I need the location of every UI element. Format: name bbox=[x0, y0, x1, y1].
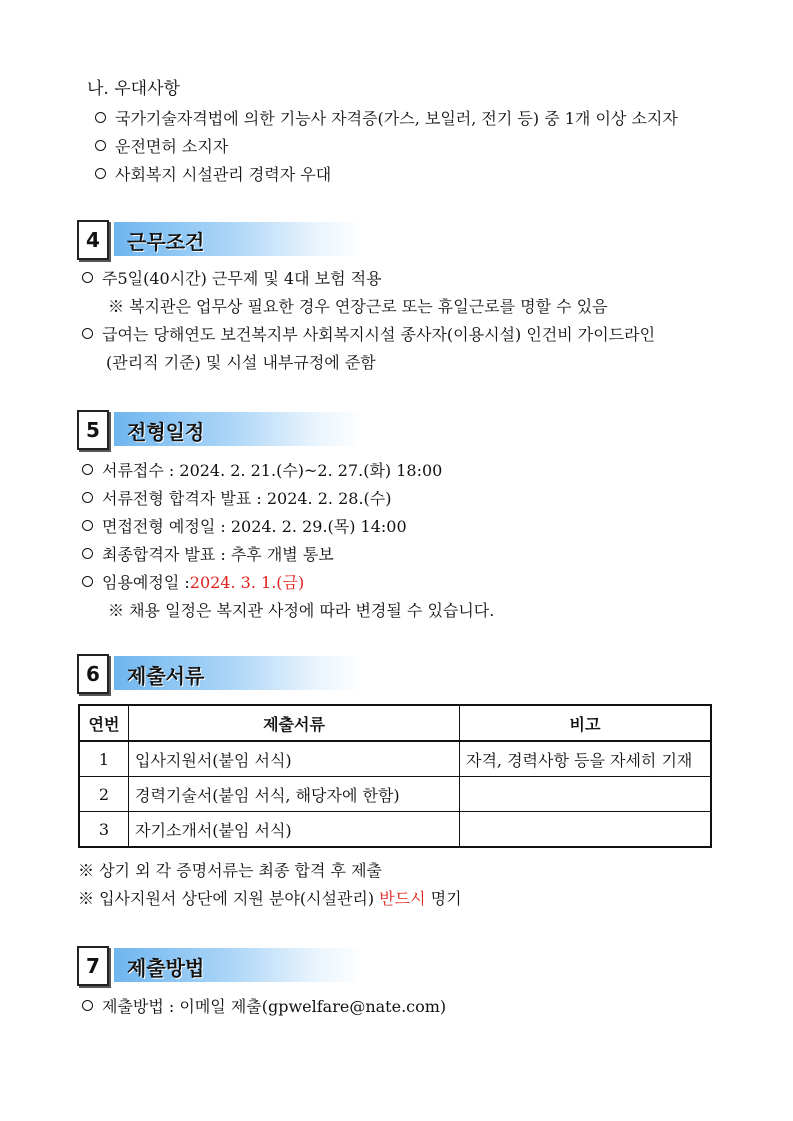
circle-bullet-icon bbox=[82, 272, 93, 283]
list-item bbox=[82, 542, 334, 565]
row-number: 1 bbox=[79, 741, 129, 777]
remark: 자격, 경력사항 등을 자세히 기재 bbox=[460, 741, 712, 777]
column-header-remark: 비고 bbox=[460, 705, 712, 741]
column-header-no: 연번 bbox=[79, 705, 129, 741]
circle-bullet-icon bbox=[82, 328, 93, 339]
note-text bbox=[78, 886, 462, 909]
work-condition-text-continued: (관리직 기준) 및 시설 내부규정에 준함 bbox=[106, 353, 376, 372]
list-item bbox=[82, 266, 382, 289]
section-number: 7 bbox=[77, 946, 109, 986]
table-row bbox=[79, 777, 711, 812]
section-number: 6 bbox=[77, 654, 109, 694]
list-item bbox=[95, 162, 331, 185]
circle-bullet-icon bbox=[82, 464, 93, 475]
section-title: 제출방법 bbox=[127, 956, 205, 980]
note-text: ※ 상기 외 각 증명서류는 최종 합격 후 제출 bbox=[78, 861, 382, 880]
table-header-row bbox=[79, 705, 711, 741]
list-item bbox=[95, 106, 678, 129]
emphasis-text: 반드시 bbox=[379, 889, 426, 908]
list-item bbox=[82, 322, 655, 345]
circle-bullet-icon bbox=[95, 168, 106, 179]
schedule-text: 서류전형 합격자 발표 : 2024. 2. 28.(수) bbox=[102, 489, 392, 508]
circle-bullet-icon bbox=[82, 576, 93, 587]
documents-table bbox=[78, 704, 712, 848]
schedule-text: 최종합격자 발표 : 추후 개별 통보 bbox=[102, 545, 334, 564]
circle-bullet-icon bbox=[82, 548, 93, 559]
table-row bbox=[79, 812, 711, 848]
section-header-4 bbox=[77, 220, 367, 258]
note-text: ※ 채용 일정은 복지관 사정에 따라 변경될 수 있습니다. bbox=[108, 601, 495, 620]
note-text-part: 명기 bbox=[425, 889, 462, 908]
note-text: ※ 복지관은 업무상 필요한 경우 연장근로 또는 휴일근로를 명할 수 있음 bbox=[108, 297, 608, 316]
section-number: 5 bbox=[77, 410, 109, 450]
section-title: 근무조건 bbox=[127, 230, 205, 254]
document-name: 입사지원서(붙임 서식) bbox=[129, 741, 460, 777]
document-name: 자기소개서(붙임 서식) bbox=[129, 812, 460, 848]
list-item bbox=[95, 134, 228, 157]
work-condition-text: 급여는 당해연도 보건복지부 사회복지시설 종사자(이용시설) 인건비 가이드라인 bbox=[102, 325, 656, 344]
circle-bullet-icon bbox=[82, 520, 93, 531]
document-name: 경력기술서(붙임 서식, 해당자에 한함) bbox=[129, 777, 460, 812]
remark bbox=[460, 777, 712, 812]
schedule-text: 서류접수 : 2024. 2. 21.(수)~2. 27.(화) 18:00 bbox=[102, 461, 443, 480]
list-item bbox=[82, 570, 304, 593]
circle-bullet-icon bbox=[95, 140, 106, 151]
start-date: 2024. 3. 1.(금) bbox=[189, 573, 305, 592]
preferences-heading: 나. 우대사항 bbox=[87, 79, 180, 99]
section-title: 전형일정 bbox=[127, 420, 205, 444]
circle-bullet-icon bbox=[95, 112, 106, 123]
schedule-label: 임용예정일 : bbox=[102, 573, 190, 592]
remark bbox=[460, 812, 712, 848]
schedule-text: 면접전형 예정일 : 2024. 2. 29.(목) 14:00 bbox=[102, 517, 407, 536]
table-row bbox=[79, 741, 711, 777]
submission-method-text: 제출방법 : 이메일 제출(gpwelfare@nate.com) bbox=[102, 997, 447, 1016]
section-header-7 bbox=[77, 946, 367, 984]
preference-text: 사회복지 시설관리 경력자 우대 bbox=[115, 165, 332, 184]
section-header-5 bbox=[77, 410, 367, 448]
list-item bbox=[82, 514, 407, 537]
list-item bbox=[82, 486, 391, 509]
list-item bbox=[82, 994, 446, 1017]
preference-text: 운전면허 소지자 bbox=[115, 137, 229, 156]
list-item bbox=[82, 458, 442, 481]
preference-text: 국가기술자격법에 의한 기능사 자격증(가스, 보일러, 전기 등) 중 1개 이상 소지자 bbox=[115, 109, 678, 128]
row-number: 2 bbox=[79, 777, 129, 812]
row-number: 3 bbox=[79, 812, 129, 848]
section-number: 4 bbox=[77, 220, 109, 260]
circle-bullet-icon bbox=[82, 492, 93, 503]
work-condition-text: 주5일(40시간) 근무제 및 4대 보험 적용 bbox=[102, 269, 382, 288]
column-header-document: 제출서류 bbox=[129, 705, 460, 741]
circle-bullet-icon bbox=[82, 1000, 93, 1011]
section-header-6 bbox=[77, 654, 367, 692]
section-title: 제출서류 bbox=[127, 664, 205, 688]
note-text-part: ※ 입사지원서 상단에 지원 분야(시설관리) bbox=[78, 889, 380, 908]
